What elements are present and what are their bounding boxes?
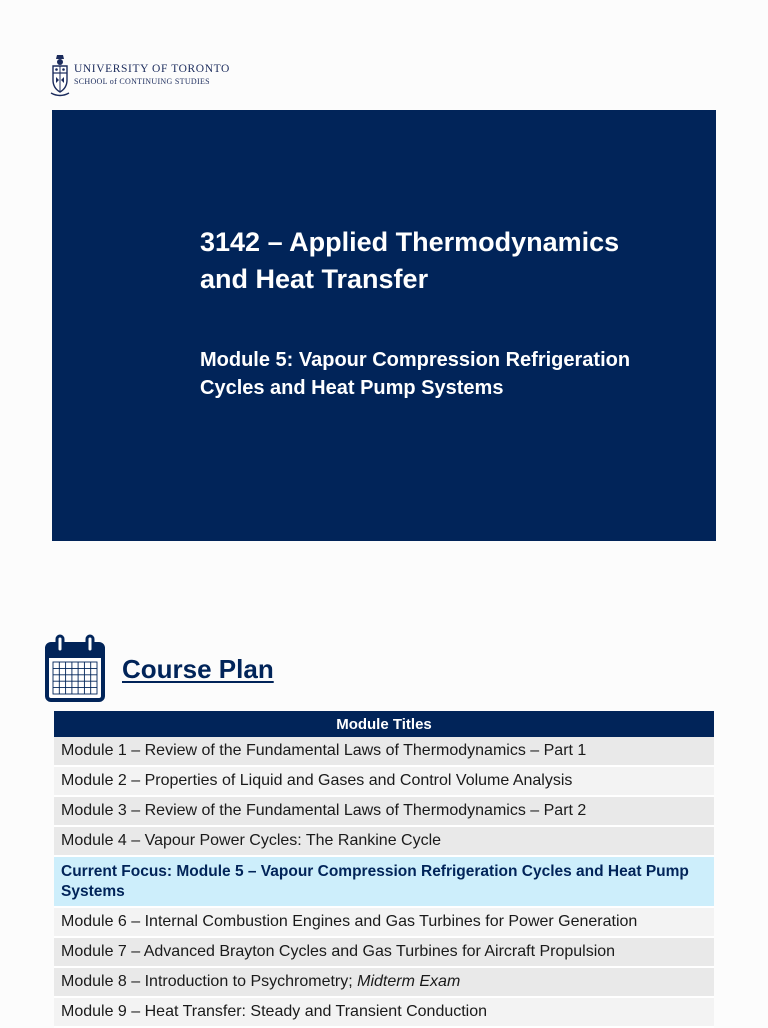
table-row: [54, 766, 714, 796]
table-header-row: [54, 711, 714, 737]
table-header-module-titles: Module Titles: [54, 711, 714, 737]
table-row: [54, 826, 714, 856]
course-title: 3142 – Applied Thermodynamics and Heat Transfer: [200, 227, 620, 294]
module-subtitle: Module 5: Vapour Compression Refrigeration Cycles and Heat Pump Systems: [200, 349, 631, 399]
calendar-icon: [44, 634, 106, 704]
module-8-cell: [54, 967, 714, 997]
table-row: [54, 997, 714, 1027]
table-row: [54, 967, 714, 997]
module-7-cell: Module 7 – Advanced Brayton Cycles and Gas Turbines for Aircraft Propulsion: [54, 937, 714, 967]
table-row: [54, 796, 714, 826]
module-8-text: Module 8 – Introduction to Psychrometry;: [61, 973, 358, 990]
module-6-cell: Module 6 – Internal Combustion Engines and Gas Turbines for Power Generation: [54, 907, 714, 937]
module-3-cell: Module 3 – Review of the Fundamental Laws of Thermodynamics – Part 2: [54, 796, 714, 826]
table-row: [54, 907, 714, 937]
university-logo: [50, 52, 260, 98]
table-row: [54, 737, 714, 766]
title-banner: [52, 110, 716, 541]
midterm-exam-text: Midterm Exam: [357, 973, 461, 990]
module-5-cell: Current Focus: Module 5 – Vapour Compression Refrigeration Cycles and Heat Pump Systems: [54, 856, 714, 907]
logo-school-name: SCHOOL of CONTINUING STUDIES: [74, 76, 210, 86]
module-table: [54, 711, 714, 1028]
table-row-current: [54, 856, 714, 907]
module-1-cell: Module 1 – Review of the Fundamental Laws of Thermodynamics – Part 1: [54, 737, 714, 766]
module-4-cell: Module 4 – Vapour Power Cycles: The Rankine Cycle: [54, 826, 714, 856]
logo-university-name: UNIVERSITY OF TORONTO: [74, 63, 230, 76]
module-9-cell: Module 9 – Heat Transfer: Steady and Transient Conduction: [54, 997, 714, 1027]
module-2-cell: Module 2 – Properties of Liquid and Gases and Control Volume Analysis: [54, 766, 714, 796]
crest-icon: [50, 53, 70, 97]
table-row: [54, 937, 714, 967]
course-plan-heading: Course Plan: [122, 654, 274, 684]
